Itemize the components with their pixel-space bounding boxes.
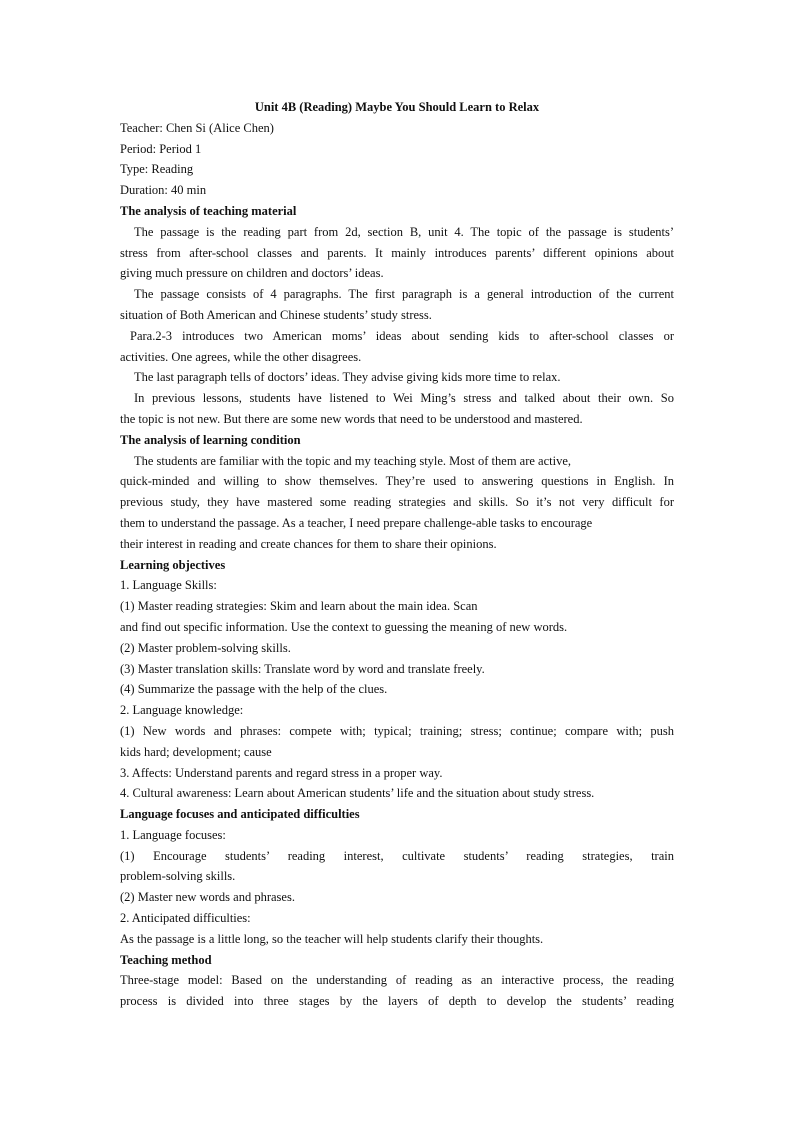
section-heading-focuses: Language focuses and anticipated difficulties <box>120 807 360 822</box>
paragraph-line: their interest in reading and create chances for them to share their opinions. <box>120 536 497 551</box>
paragraph-line: stress from after-school classes and parents. It mainly introduces parents’ different opinions about <box>120 245 674 260</box>
list-item: As the passage is a little long, so the teacher will help students clarify their thoughts. <box>120 931 544 946</box>
meta-type: Type: Reading <box>120 162 194 177</box>
list-item: (1) Master reading strategies: Skim and learn about the main idea. Scan <box>120 599 478 614</box>
list-item: 2. Language knowledge: <box>120 703 244 718</box>
list-item: (1) Encourage students’ reading interest, cultivate students’ reading strategies, train <box>120 848 674 863</box>
paragraph-line: giving much pressure on children and doctors’ ideas. <box>120 266 384 281</box>
list-item: (2) Master new words and phrases. <box>120 890 295 905</box>
paragraph-line: previous study, they have mastered some reading strategies and skills. So it’s not very difficult for <box>120 495 674 510</box>
list-item: 3. Affects: Understand parents and regard stress in a proper way. <box>120 765 443 780</box>
paragraph-line: situation of Both American and Chinese students’ study stress. <box>120 307 432 322</box>
list-item: (4) Summarize the passage with the help of the clues. <box>120 682 388 697</box>
list-item: (2) Master problem-solving skills. <box>120 640 291 655</box>
list-item: problem-solving skills. <box>120 869 236 884</box>
paragraph-line: Para.2-3 introduces two American moms’ ideas about sending kids to after-school classes or <box>130 328 674 343</box>
list-item: kids hard; development; cause <box>120 744 272 759</box>
section-heading-learning: The analysis of learning condition <box>120 432 301 447</box>
list-item: 1. Language focuses: <box>120 827 226 842</box>
meta-duration: Duration: 40 min <box>120 183 207 198</box>
meta-period: Period: Period 1 <box>120 141 202 156</box>
paragraph-line: The passage consists of 4 paragraphs. The first paragraph is a general introduction of the current <box>134 287 674 302</box>
list-item: 2. Anticipated difficulties: <box>120 911 251 926</box>
paragraph-line: activities. One agrees, while the other disagrees. <box>120 349 362 364</box>
document-title: Unit 4B (Reading) Maybe You Should Learn to Relax <box>254 100 540 114</box>
list-item: 1. Language Skills: <box>120 578 217 593</box>
list-item: (1) New words and phrases: compete with; typical; training; stress; continue; compare with; push <box>120 723 674 738</box>
paragraph-line: process is divided into three stages by the layers of depth to develop the students’ reading <box>120 994 674 1009</box>
section-heading-objectives: Learning objectives <box>120 557 226 572</box>
paragraph-line: The last paragraph tells of doctors’ ideas. They advise giving kids more time to relax. <box>134 370 561 385</box>
meta-teacher: Teacher: Chen Si (Alice Chen) <box>120 120 274 135</box>
paragraph-line: In previous lessons, students have listened to Wei Ming’s stress and talked about their own. So <box>134 391 674 406</box>
paragraph-line: The passage is the reading part from 2d, section B, unit 4. The topic of the passage is students’ <box>134 224 674 239</box>
list-item: and find out specific information. Use the context to guessing the meaning of new words. <box>120 619 568 634</box>
list-item: (3) Master translation skills: Translate word by word and translate freely. <box>120 661 485 676</box>
paragraph-line: them to understand the passage. As a teacher, I need prepare challenge-able tasks to encourage <box>120 515 593 530</box>
paragraph-line: the topic is not new. But there are some new words that need to be understood and mastered. <box>120 411 583 426</box>
list-item: 4. Cultural awareness: Learn about American students’ life and the situation about study stress. <box>120 786 595 801</box>
paragraph-line: Three-stage model: Based on the understanding of reading as an interactive process, the reading <box>120 973 674 988</box>
section-heading-method: Teaching method <box>120 952 212 967</box>
document-body <box>120 97 674 1012</box>
section-heading-material: The analysis of teaching material <box>120 203 297 218</box>
paragraph-line: The students are familiar with the topic and my teaching style. Most of them are active, <box>134 453 572 468</box>
paragraph-line: quick-minded and willing to show themselves. They’re used to answering questions in English. In <box>120 474 674 489</box>
